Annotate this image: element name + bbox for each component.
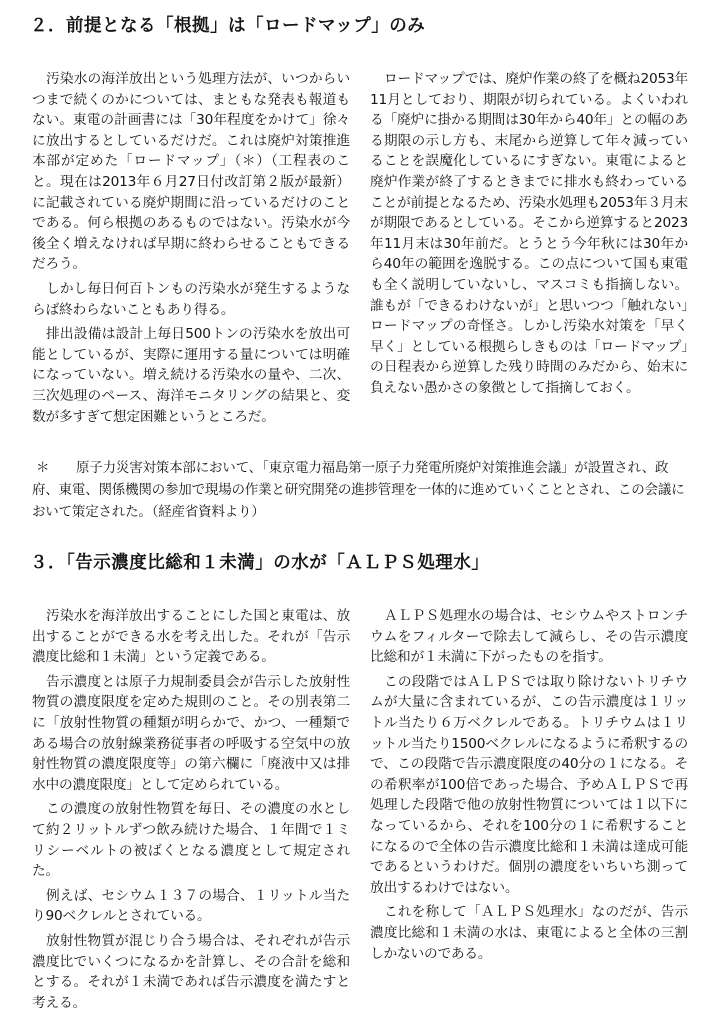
footnote-mark: ＊ [36,460,50,476]
paragraph: しかし毎日何百トンもの汚染水が発生するようならば終わらないこともあり得る。 [32,280,350,318]
paragraph: この濃度の放射性物質を毎日、その濃度の水として約２リットルずつ飲み続けた場合、１年間で１ミリシーベルトの被ばくとなる濃度として規定された。 [32,801,350,880]
paragraph: ロードマップでは、廃炉作業の終了を概ね2053年11月としており、期限が切られている。よくいわれる「廃炉に掛かる期間は30年から40年」との幅のある期限の示し方も、末尾から逆算して年々減っていることを誤魔化しているにすぎない。東電によると廃炉作業が終了するときまでに排水も終わっていることが前提となるため、汚染水処理も2053年３月末が期限であるとしている。そこから逆算すると2023年11月末は30年前だ。とうとう今年秋には30年から40年の範囲を逸脱する。この点について国も東電も全く説明していないし、マスコミも指摘しない。誰もが「できるわけないが」と思いつつ「触れない」ロードマップの奇怪さ。しかし汚染水対策を「早く早く」としている根拠らしきものは「ロードマップ」の日程表から逆算した残り時間のみだから、始末に負えない愚かさの象徴として指摘しておく。 [370,71,688,396]
paragraph: 放射性物質が混じり合う場合は、それぞれが告示濃度比でいくつになるかを計算し、その合計を総和とする。それが１未満であれば告示濃度を満たすと考える。 [32,932,350,1011]
paragraph: この段階ではＡＬＰＳでは取り除けないトリチウムが大量に含まれているが、この告示濃度は１リットル当たり６万ベクレルである。トリチウムは１リットル当たり1500ベクレルになるように希釈するので、この段階で告示濃度限度の40分の１になる。その希釈率が100倍であった場合、予めＡＬＰＳで再処理した段階で他の放射性物質については１以下になっているから、それを100分の１に希釈することになるので全体の告示濃度比総和１未満は達成可能であるというわけだ。個別の濃度をいちいち測って放出するわけではない。 [370,673,688,896]
section-3-heading: ３．「告示濃度比総和１未満」の水が「ＡＬＰＳ処理水」 [30,553,490,573]
section-2-heading: ２．前提となる「根拠」は「ロードマップ」のみ [30,16,426,36]
paragraph: 告示濃度とは原子力規制委員会が告示した放射性物質の濃度限度を定めた規則のこと。その別表第二に「放射性物質の種類が明らかで、かつ、一種類である場合の放射線業務従事者の呼吸する空気中の放射性物質の濃度限度等」の第六欄に「廃液中又は排水中の濃度限度」として定められている。 [32,673,350,793]
section-2-left-column [32,69,350,431]
paragraph: 汚染水を海洋放出することにした国と東電は、放出することができる水を考え出した。それが「告示濃度比総和１未満」という定義である。 [32,608,350,666]
section-2-right-column [370,69,688,403]
paragraph: ＡＬＰＳ処理水の場合は、セシウムやストロンチウムをフィルターで除去して減らし、その告示濃度比総和が１未満に下がったものを指す。 [370,608,688,666]
section-3-right-column [370,606,688,968]
paragraph: 汚染水の海洋放出という処理方法が、いつからいつまで続くのかについては、まともな発表も報道もない。東電の計画書には「30年程度をかけて」徐々に放出するとしているだけだ。これは廃炉対策推進本部が定めた「ロードマップ」（＊）（工程表のこと。現在は2013年６月27日付改訂第２版が最新）に記載されている廃炉期間に沿っているだけのことである。何ら根拠のあるものではない。汚染水が今後全く増えなければ早期に終わらせることもできるだろう。 [32,71,350,273]
section-3-left-column [32,606,350,1017]
paragraph: 例えば、セシウム１３７の場合、１リットル当たり90ベクレルとされている。 [32,887,350,925]
paragraph: 排出設備は設計上毎日500トンの汚染水を放出可能としているが、実際に運用する量については明確になっていない。増え続ける汚染水の量や、二次、三次処理のペース、海洋モニタリングの結果と、変数が多すぎて想定困難というところだ。 [32,326,350,425]
footnote-text: 原子力災害対策本部において、「東京電力福島第一原子力発電所廃炉対策推進会議」が設置され、政府、東電、関係機関の参加で現場の作業と研究開発の進捗管理を一体的に進めていくこととされ、この会議において策定された。（経産省資料より） [32,460,685,520]
paragraph: これを称して「ＡＬＰＳ処理水」なのだが、告示濃度比総和１未満の水は、東電によると全体の三割しかないのである。 [370,904,688,962]
footnote [32,457,692,523]
